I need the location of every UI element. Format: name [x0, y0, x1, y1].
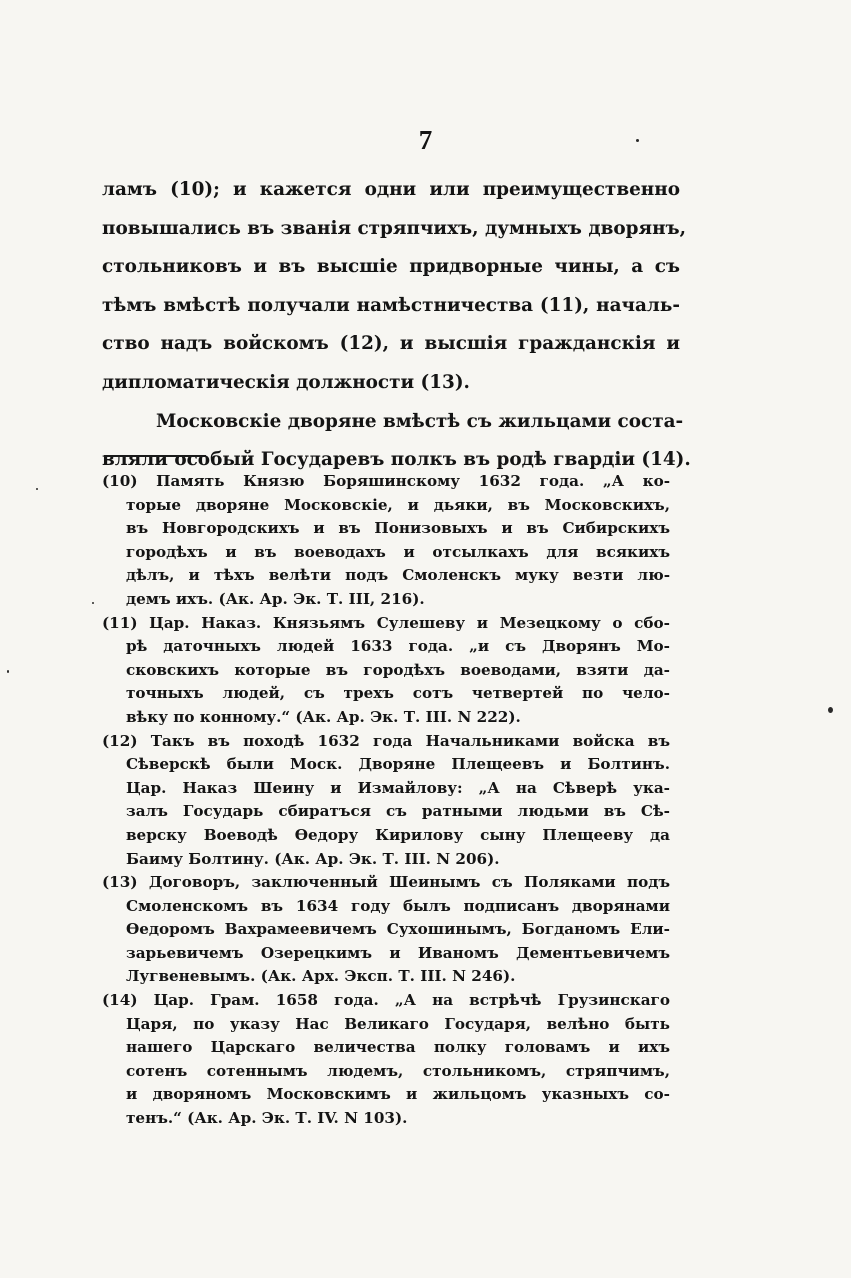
footnote-line: рѣ даточныхъ людей 1633 года. „и съ Дворянъ Мо-	[126, 637, 670, 656]
footnote-line: (12) Такъ въ походѣ 1632 года Начальниками войска въ	[102, 731, 670, 750]
footnote-line: (14) Цар. Грам. 1658 года. „А на встрѣчѣ Грузинскаго	[102, 991, 670, 1010]
footnote-line: залъ Государь сбиратъся съ ратными людьми въ Сѣ-	[126, 802, 670, 821]
paper-speck	[7, 670, 9, 673]
footnote-line: и дворяномъ Московскимъ и жильцомъ указныхъ со-	[126, 1085, 670, 1104]
footnote-line: Лугвеневымъ. (Ак. Арх. Эксп. Т. III. N 246).	[126, 967, 516, 986]
paper-speck	[828, 707, 833, 713]
footnote-line: Баиму Болтину. (Ак. Ар. Эк. Т. III. N 206).	[126, 849, 500, 868]
footnote-line: (10) Память Князю Боряшинскому 1632 года. „А ко-	[102, 472, 670, 490]
footnote-line: (11) Цар. Наказ. Князьямъ Сулешеву и Мезецкому о сбо-	[102, 613, 670, 632]
page-number: 7	[418, 125, 433, 155]
footnote-line: демъ ихъ. (Ак. Ар. Эк. Т. III, 216).	[126, 589, 425, 608]
footnote-line: сковскихъ которые въ городѣхъ воеводами, взяти да-	[126, 660, 670, 679]
footnote-line: Царя, по указу Нас Великаго Государя, велѣно быть	[126, 1014, 670, 1033]
footnote-line: сотенъ сотеннымъ людемъ, стольникомъ, стряпчимъ,	[126, 1061, 670, 1080]
main-line: тѣмъ вмѣстѣ получали намѣстничества (11), началь-	[102, 294, 680, 316]
main-line: стольниковъ и въ высшіе придворные чины, а съ	[102, 256, 680, 278]
footnotes	[102, 470, 670, 1131]
footnote-line: Смоленскомъ въ 1634 году былъ подписанъ дворянами	[126, 896, 670, 915]
paper-speck	[636, 139, 639, 142]
paper-speck	[36, 488, 38, 490]
footnote-line: торые дворяне Московскіе, и дьяки, въ Московскихъ,	[126, 495, 670, 514]
footnote-line: точныхъ людей, съ трехъ сотъ четвертей по чело-	[126, 684, 670, 703]
main-line: вляли особый Государевъ полкъ въ родѣ гвардіи (14).	[102, 449, 691, 471]
footnote-line: въ Новгородскихъ и въ Понизовыхъ и въ Сибирскихъ	[126, 519, 670, 538]
footnote-line: Цар. Наказ Шеину и Измайлову: „А на Сѣверѣ ука-	[126, 778, 670, 797]
main-text	[102, 171, 691, 480]
footnote-separator	[104, 455, 206, 457]
main-line: повышались въ званія стряпчихъ, думныхъ дворянъ,	[102, 217, 687, 239]
footnote-line: городѣхъ и въ воеводахъ и отсылкахъ для всякихъ	[126, 542, 670, 561]
footnote-line: Өедоромъ Вахрамеевичемъ Сухошинымъ, Богданомъ Ели-	[126, 920, 670, 939]
footnote-line: (13) Договоръ, заключенный Шеинымъ съ Поляками подъ	[102, 873, 670, 892]
footnote-line: вѣку по конному.“ (Ак. Ар. Эк. Т. III. N 222).	[126, 707, 521, 726]
footnote-line: тенъ.“ (Ак. Ар. Эк. Т. IV. N 103).	[126, 1109, 408, 1128]
footnote-line: дѣлъ, и тѣхъ велѣти подъ Смоленскъ муку везти лю-	[126, 566, 670, 585]
main-line: дипломатическія должности (13).	[102, 371, 470, 393]
main-line: ламъ (10); и кажется одни или преимущественно	[102, 179, 680, 200]
footnote-line: верску Воеводѣ Өедору Кирилову сыну Плещееву да	[126, 825, 670, 844]
paper-speck	[92, 602, 94, 604]
main-line: ство надъ войскомъ (12), и высшія гражданскія и	[102, 333, 680, 355]
footnote-line: Сѣверскѣ были Моск. Дворяне Плещеевъ и Болтинъ.	[126, 755, 670, 774]
main-line: Московскіе дворяне вмѣстѣ съ жильцами соста-	[156, 410, 684, 432]
footnote-line: зарьевичемъ Озерецкимъ и Иваномъ Дементьевичемъ	[126, 943, 670, 962]
footnote-line: нашего Царскаго величества полку головамъ и ихъ	[126, 1038, 670, 1057]
